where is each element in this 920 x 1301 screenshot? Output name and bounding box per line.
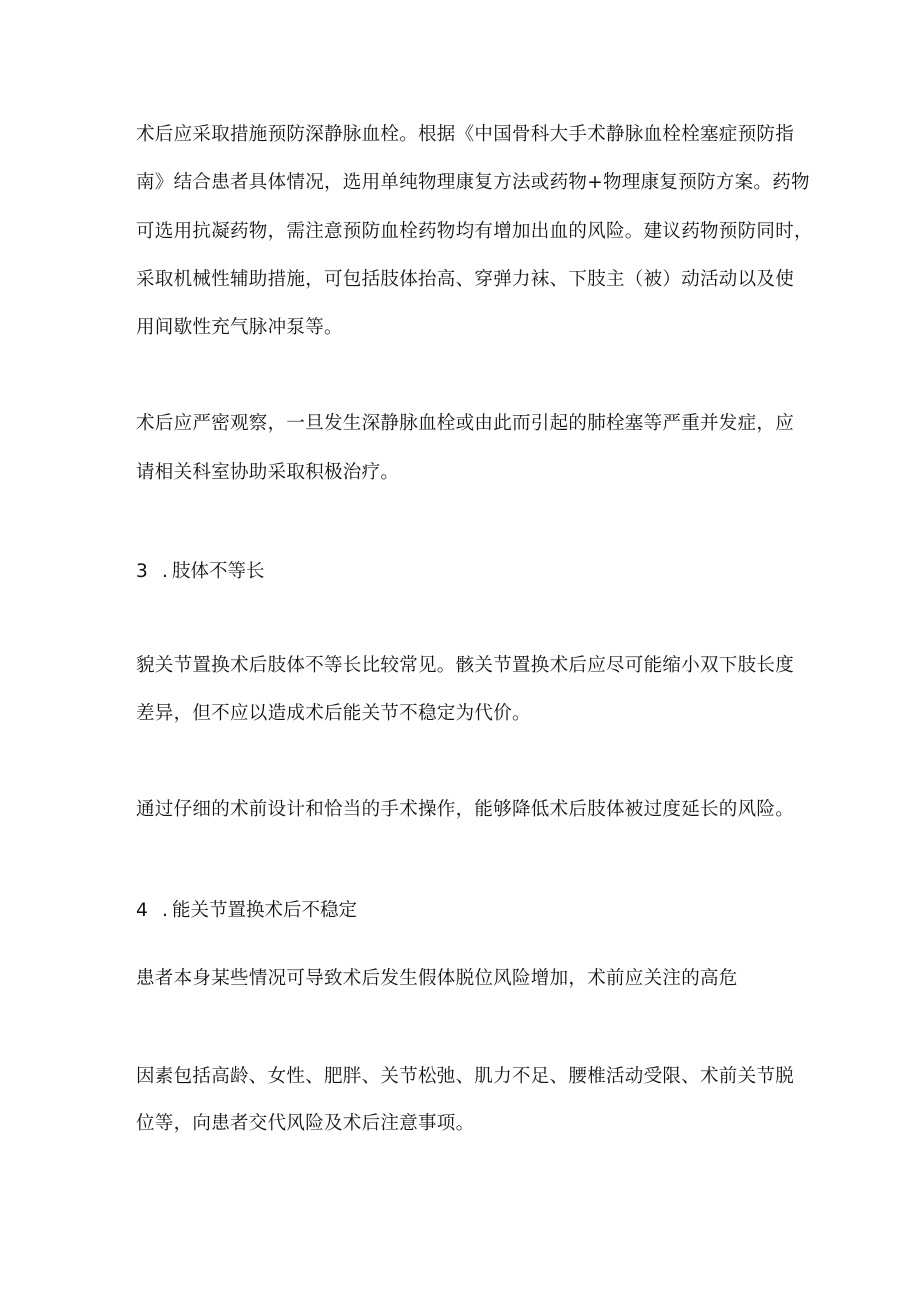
paragraph-line: 用间歇性充气脉冲泵等。 <box>136 317 343 338</box>
paragraph-line: 术后应严密观察，一旦发生深静脉血栓或由此而引起的肺栓塞等严重并发症，应 <box>136 413 795 434</box>
heading-separator: . <box>162 900 168 921</box>
paragraph-line: 患者本身某些情况可导致术后发生假体脱位风险增加，术前应关注的高危 <box>136 968 738 989</box>
paragraph-line: 貌关节置换术后肢体不等长比较常见。骸关节置换术后应尽可能缩小双下肢长度 <box>136 655 795 676</box>
heading-title: 能关节置换术后不稳定 <box>172 900 358 921</box>
paragraph-line: 可选用抗凝药物，需注意预防血栓药物均有增加出血的风险。建议药物预防同时， <box>136 221 813 242</box>
heading-number: 4 <box>136 900 148 921</box>
heading-title: 肢体不等长 <box>172 561 265 582</box>
paragraph-line: 因素包括高龄、女性、肥胖、关节松弛、肌力不足、腰椎活动受限、术前关节脱 <box>136 1066 795 1087</box>
paragraph-line: 位等，向患者交代风险及术后注意事项。 <box>136 1113 475 1134</box>
section-heading-4 <box>136 900 357 922</box>
paragraph-line: 差异，但不应以造成术后能关节不稳定为代价。 <box>136 703 531 724</box>
heading-number: 3 <box>136 561 148 582</box>
paragraph-line: 请相关科室协助采取积极治疗。 <box>136 462 400 483</box>
paragraph-line: 南》结合患者具体情况，选用单纯物理康复方法或药物+物理康复预防方案。药物 <box>136 172 810 193</box>
paragraph-line: 通过仔细的术前设计和恰当的手术操作，能够降低术后肢体被过度延长的风险。 <box>136 799 795 820</box>
heading-separator: . <box>162 561 168 582</box>
paragraph-line: 术后应采取措施预防深静脉血栓。根据《中国骨科大手术静脉血栓栓塞症预防指 <box>136 124 795 145</box>
paragraph-line: 采取机械性辅助措施，可包括肢体抬高、穿弹力袜、下肢主（被）动活动以及使 <box>136 269 795 290</box>
section-heading-3 <box>136 561 265 583</box>
